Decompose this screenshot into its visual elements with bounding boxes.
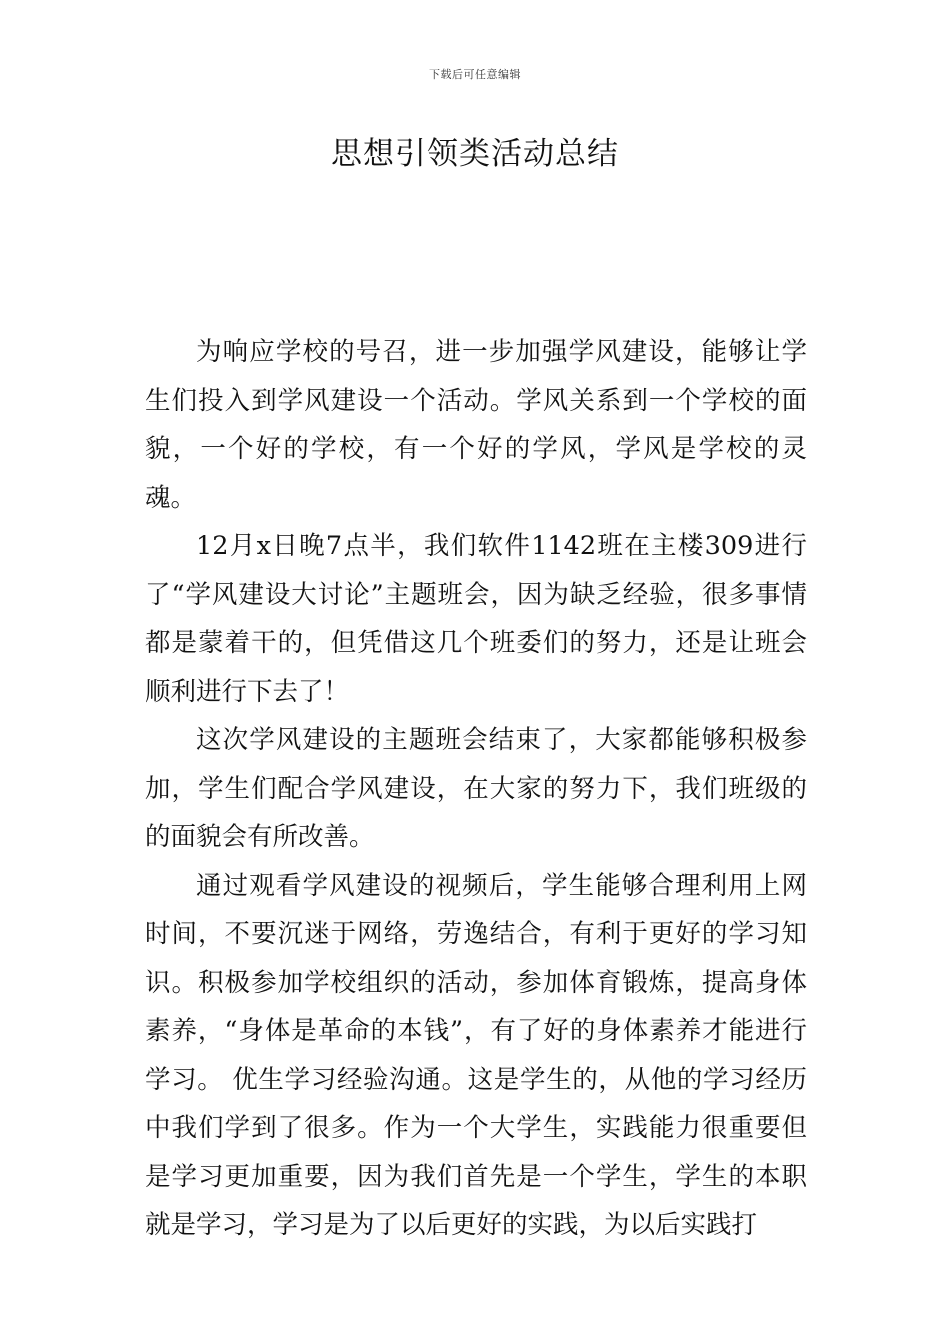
paragraph-2: 12月x日晚7点半，我们软件1142班在主楼309进行了“学风建设大讨论”主题班会，因为缺乏经验，很多事情都是蒙着干的，但凭借这几个班委们的努力，还是让班会顺利进行下去了！ (145, 531, 807, 707)
document-body (145, 328, 807, 1250)
paragraph-1: 为响应学校的号召，进一步加强学风建设，能够让学生们投入到学风建设一个活动。学风关系到一个学校的面貌，一个好的学校，有一个好的学风，学风是学校的灵魂。 (145, 337, 807, 513)
header-note: 下载后可任意编辑 (429, 68, 521, 81)
document-title: 思想引领类活动总结 (331, 136, 619, 172)
paragraph-4: 通过观看学风建设的视频后，学生能够合理利用上网时间，不要沉迷于网络，劳逸结合，有利于更好的学习知识。积极参加学校组织的活动，参加体育锻炼，提高身体素养，“身体是革命的本钱”，有了好的身体素养才能进行学习。 优生学习经验沟通。这是学生的，从他的学习经历中我们学到了很多。作为一个大学生，实践能力很重要但是学习更加重要，因为我们首先是一个学生，学生的本职就是学习，学习是为了以后更好的实践，为以后实践打 (145, 870, 807, 1240)
paragraph-3: 这次学风建设的主题班会结束了，大家都能够积极参加，学生们配合学风建设，在大家的努力下，我们班级的的面貌会有所改善。 (145, 725, 807, 852)
